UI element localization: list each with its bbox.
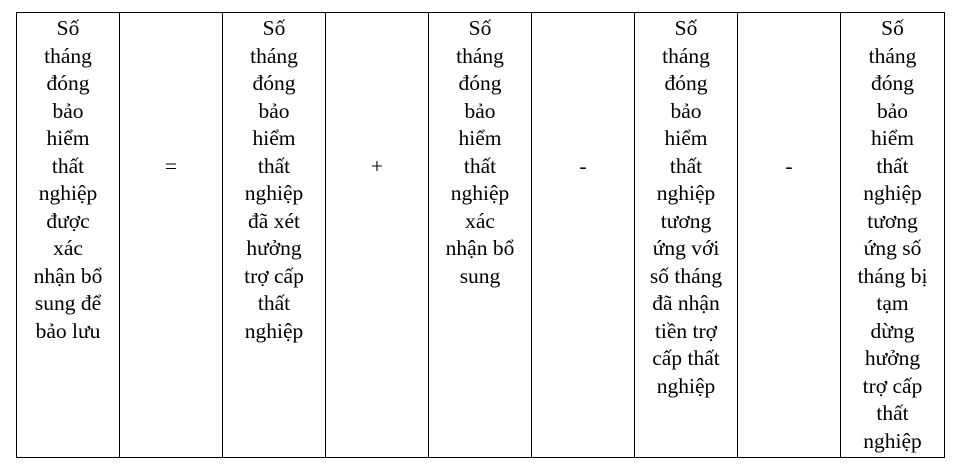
- formula-row: [17, 13, 945, 458]
- term-1-text: Số tháng đóng bảo hiểm thất nghiệp đã xét hưởng trợ cấp thất nghiệp: [244, 16, 304, 343]
- term-4-text: Số tháng đóng bảo hiểm thất nghiệp tương ứng số tháng bị tạm dừng hưởng trợ cấp thất nghiệp: [857, 16, 928, 453]
- equals-operator-cell: [120, 13, 223, 458]
- formula-table: [16, 12, 945, 458]
- minus-operator-2: -: [785, 154, 793, 179]
- term-1-cell: [223, 13, 326, 458]
- equals-operator: =: [164, 154, 178, 179]
- minus-operator-1: -: [579, 154, 587, 179]
- term-2-cell: [429, 13, 532, 458]
- plus-operator-cell: [326, 13, 429, 458]
- minus-operator-1-cell: [532, 13, 635, 458]
- term-2-text: Số tháng đóng bảo hiểm thất nghiệp xác nhận bổ sung: [445, 16, 515, 288]
- result-term-cell: [17, 13, 120, 458]
- minus-operator-2-cell: [738, 13, 841, 458]
- term-3-cell: [635, 13, 738, 458]
- result-term-text: Số tháng đóng bảo hiểm thất nghiệp được xác nhận bổ sung để bảo lưu: [33, 16, 103, 343]
- term-4-cell: [841, 13, 945, 458]
- plus-operator: +: [370, 154, 384, 179]
- term-3-text: Số tháng đóng bảo hiểm thất nghiệp tương ứng với số tháng đã nhận tiền trợ cấp thất nghiệp: [649, 16, 723, 398]
